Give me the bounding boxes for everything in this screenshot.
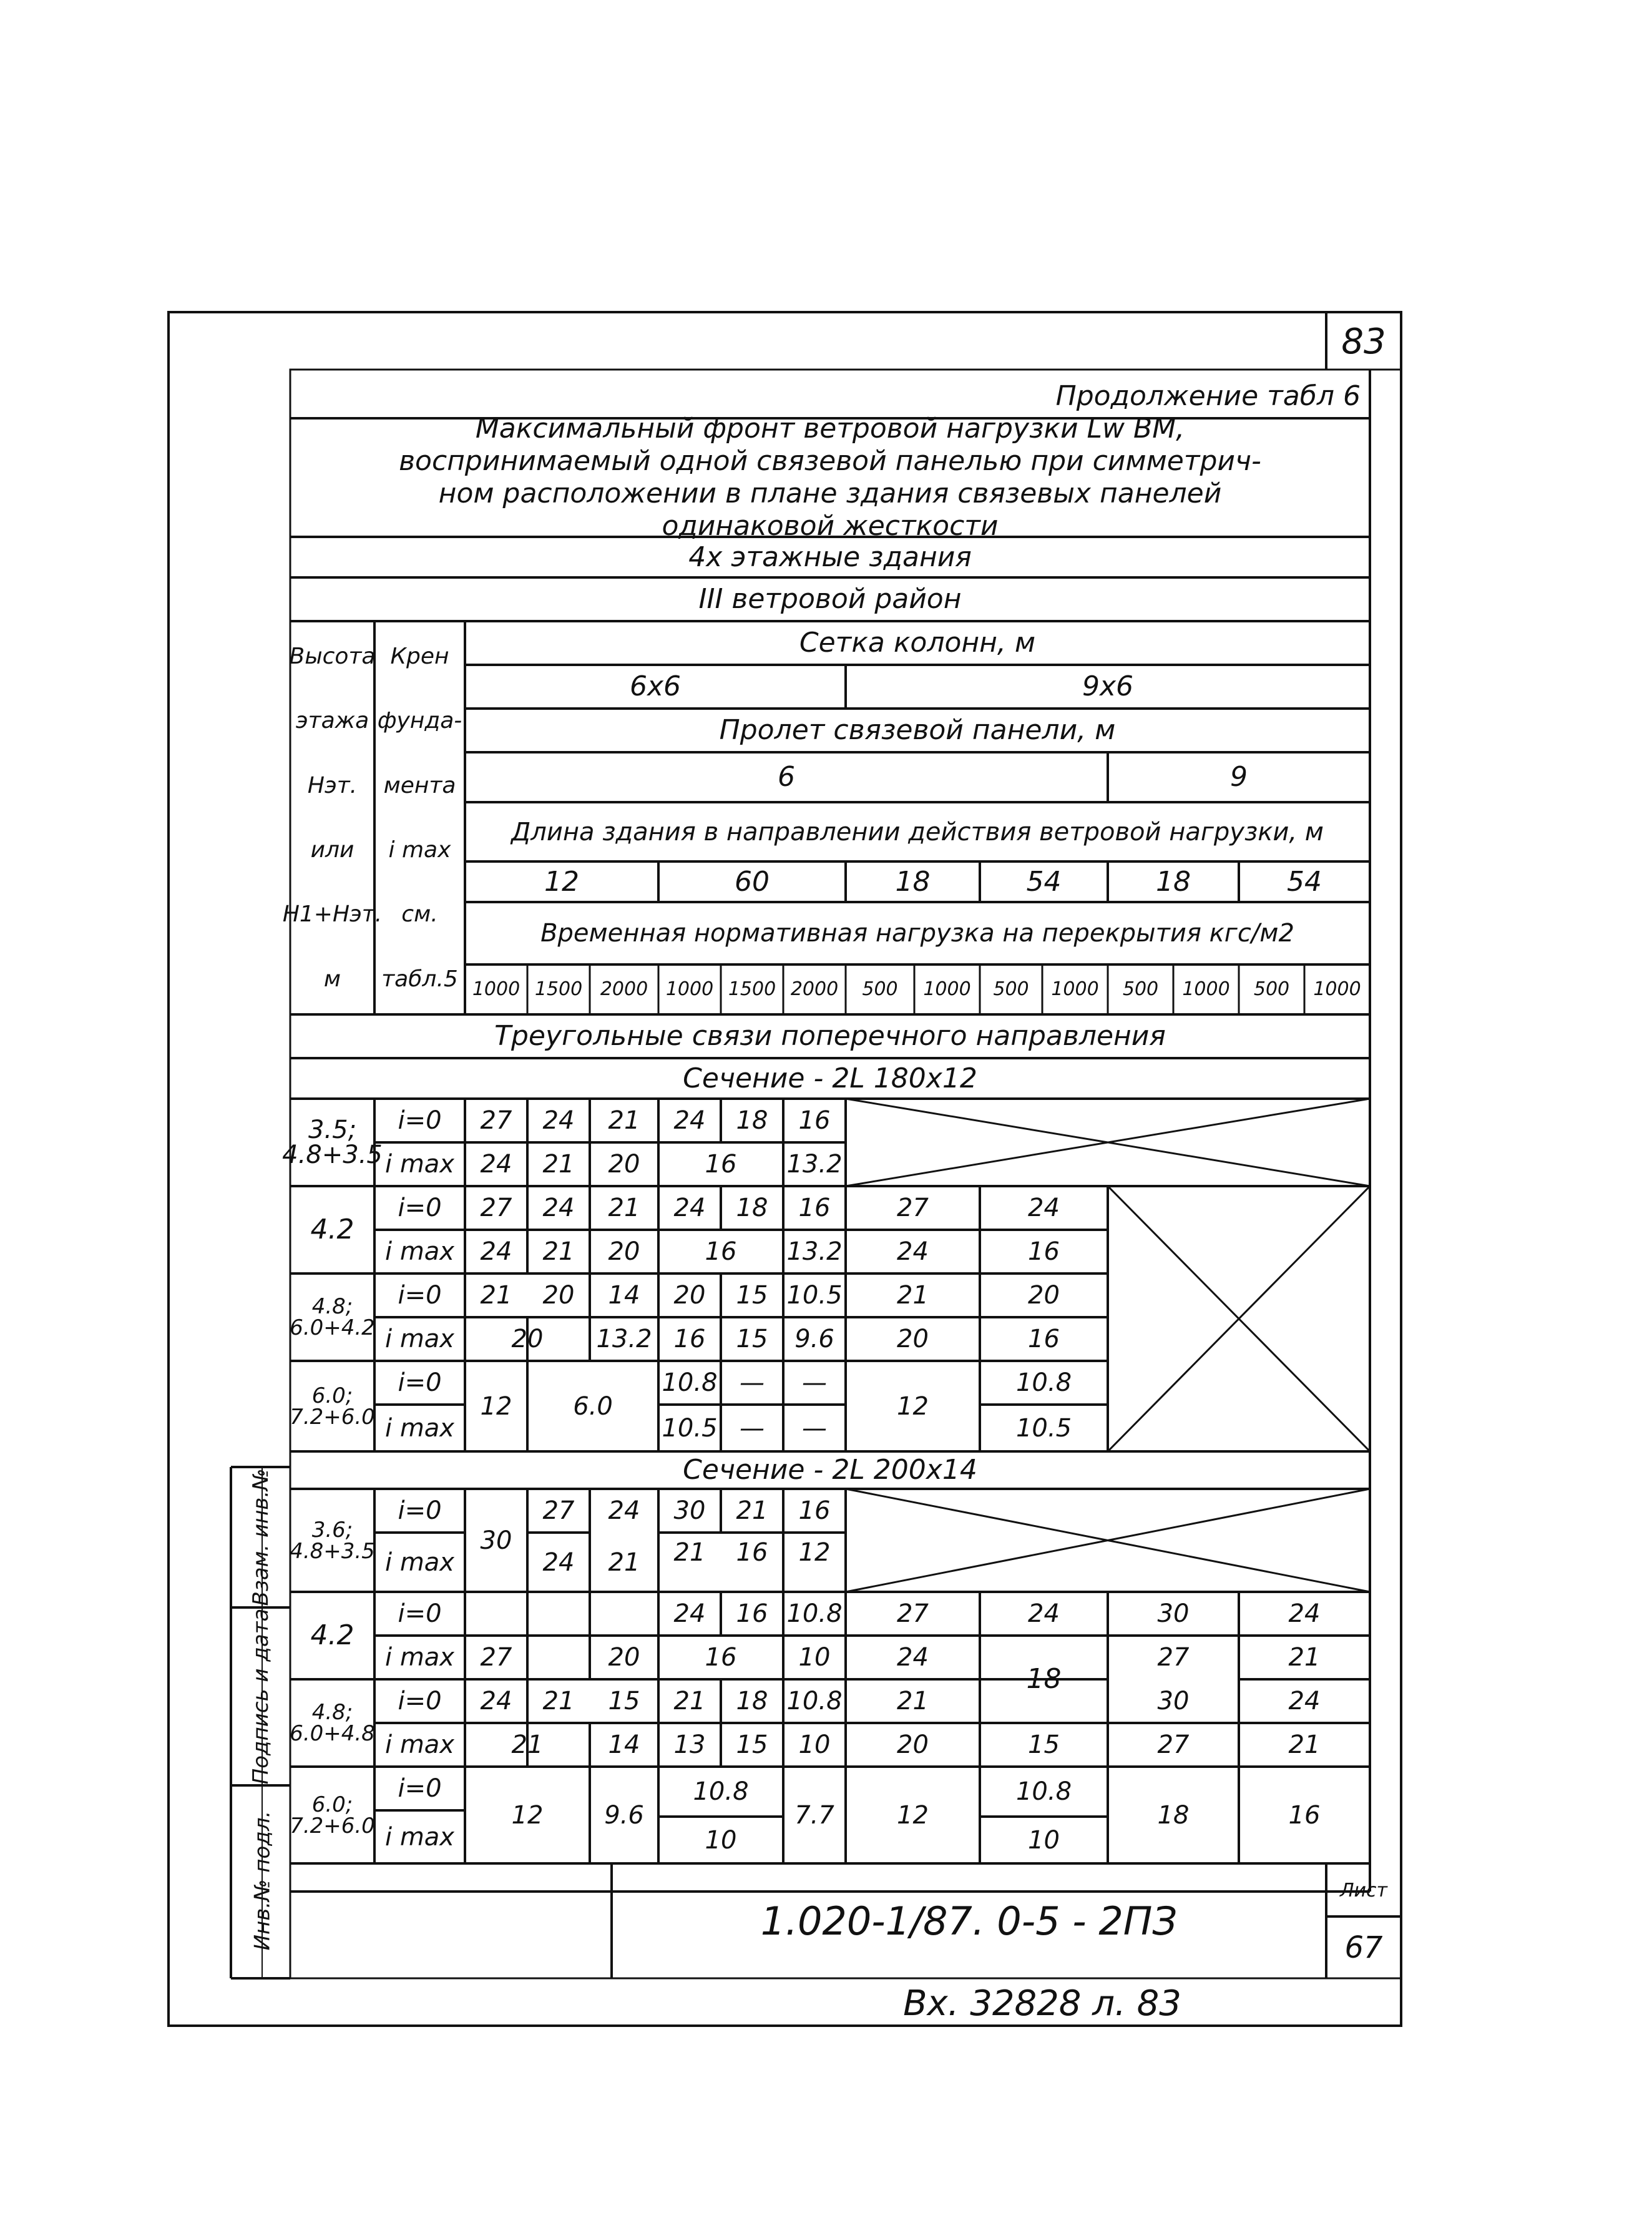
cell: i max	[385, 1237, 454, 1266]
cell: 15	[736, 1730, 768, 1759]
cell: i=0	[398, 1194, 442, 1222]
length-value: 54	[1287, 866, 1322, 898]
cell: 10.8	[693, 1777, 749, 1806]
cell: i max	[385, 1548, 454, 1577]
cell: 18	[736, 1194, 768, 1222]
title-line: ном расположении в плане здания связевых панелей	[438, 478, 1222, 509]
cell: —	[740, 1413, 765, 1443]
cell: 27	[1157, 1730, 1190, 1759]
load-value: 1000	[1182, 978, 1230, 1000]
cell: 21	[1288, 1730, 1321, 1759]
cell: i=0	[398, 1106, 442, 1135]
cell: 16	[798, 1496, 831, 1525]
cell: 27	[897, 1194, 929, 1222]
cell: 24	[542, 1548, 575, 1577]
cell: 20	[897, 1325, 929, 1353]
cell: 24	[897, 1237, 929, 1266]
cell: —	[740, 1368, 765, 1397]
cell: 10	[705, 1825, 737, 1855]
rigidity-header-line: Крен	[390, 644, 449, 670]
cell: 15	[608, 1687, 640, 1715]
cell: —	[802, 1368, 827, 1397]
load-value: 1000	[472, 978, 521, 1000]
cell: 10.5	[1015, 1413, 1072, 1443]
cell: 24	[673, 1599, 706, 1628]
cell: 24	[480, 1237, 512, 1266]
cell: i=0	[398, 1281, 442, 1310]
cell: 30	[480, 1526, 512, 1555]
rigidity-header-line: мента	[383, 772, 456, 798]
cell: 16	[705, 1237, 737, 1266]
row-height: 4.8; 6.0+4.2	[290, 1294, 375, 1340]
cell: 27	[897, 1599, 929, 1628]
cell: 18	[736, 1106, 768, 1135]
cell: i max	[385, 1643, 454, 1672]
cell: 21	[608, 1548, 640, 1577]
cell: 30	[1157, 1687, 1190, 1715]
cell: 10.5	[662, 1413, 718, 1443]
title-line: Максимальный фронт ветровой нагрузки Lw ВМ,	[475, 413, 1185, 444]
rigidity-header-line: см.	[401, 901, 438, 928]
cell: 10	[1028, 1825, 1060, 1855]
side-stamp-replaced-inventory: Взам. инв.№	[248, 1468, 273, 1606]
row-height: 6.0; 7.2+6.0	[290, 1792, 375, 1838]
cell: 7.7	[794, 1800, 834, 1830]
height-header-line: Н1+Нэт.	[282, 901, 383, 928]
cell: 27	[480, 1106, 512, 1135]
cell: i=0	[398, 1687, 442, 1715]
document-code: 1.020-1/87. 0-5 - 2ПЗ	[760, 1898, 1178, 1944]
cell: 13.2	[786, 1150, 843, 1179]
cell: 12	[897, 1800, 929, 1830]
cell: 16	[736, 1538, 768, 1567]
row-height: 4.8; 6.0+4.8	[290, 1700, 375, 1746]
cell: 24	[673, 1194, 706, 1222]
height-header-line: Высота	[289, 644, 376, 670]
length-value: 18	[1156, 866, 1191, 898]
length-value: 18	[895, 866, 931, 898]
length-value: 54	[1026, 866, 1062, 898]
cell: 12	[480, 1391, 512, 1421]
cell: 10.8	[1015, 1777, 1072, 1806]
height-column-header	[282, 624, 383, 1011]
cell: 12	[511, 1800, 544, 1830]
cell: 21	[542, 1237, 575, 1266]
load-value: 500	[1253, 978, 1290, 1000]
cell: 21	[608, 1194, 640, 1222]
title-line: одинаковой жесткости	[662, 510, 999, 542]
section-a-heading: Треугольные связи поперечного направления	[494, 1020, 1166, 1052]
cell: 30	[673, 1496, 706, 1525]
rigidity-header-line: фунда-	[377, 708, 462, 734]
cell: 20	[897, 1730, 929, 1759]
cell: 16	[705, 1150, 737, 1179]
row-height: 4.2	[310, 1214, 354, 1245]
cell: 24	[673, 1106, 706, 1135]
cell: 10.8	[786, 1687, 843, 1715]
load-value: 2000	[790, 978, 839, 1000]
cell: 18	[1157, 1800, 1190, 1830]
cell: 30	[1157, 1599, 1190, 1628]
cell: 21	[511, 1730, 544, 1759]
row-height: 3.6; 4.8+3.5	[290, 1517, 375, 1564]
table-title	[293, 413, 1367, 542]
cell: 20	[608, 1643, 640, 1672]
cell: 21	[897, 1687, 929, 1715]
rigidity-column-header	[374, 624, 465, 1011]
cell: 24	[1028, 1194, 1060, 1222]
cell: 10.8	[662, 1368, 718, 1397]
cell: 21	[480, 1281, 512, 1310]
cell: 15	[736, 1325, 768, 1353]
cell: i max	[385, 1325, 454, 1353]
cell: 24	[1028, 1599, 1060, 1628]
cell: 21	[542, 1687, 575, 1715]
load-value: 500	[862, 978, 898, 1000]
cell: 16	[673, 1325, 706, 1353]
cell: 16	[1288, 1800, 1321, 1830]
grid-6x6: 6х6	[629, 670, 682, 702]
cell: 12	[798, 1538, 831, 1567]
building-type: 4х этажные здания	[688, 541, 972, 573]
cell: 14	[608, 1730, 640, 1759]
span-9: 9	[1230, 761, 1248, 793]
cell: 10	[798, 1730, 831, 1759]
grid-header: Сетка колонн, м	[799, 627, 1036, 659]
cell: 9.6	[604, 1800, 644, 1830]
cell: 13.2	[786, 1237, 843, 1266]
cell: 16	[1028, 1325, 1060, 1353]
cell: 24	[480, 1150, 512, 1179]
load-value: 2000	[600, 978, 648, 1000]
cell: 18	[1026, 1663, 1062, 1695]
load-value: 500	[993, 978, 1029, 1000]
cell: 20	[608, 1237, 640, 1266]
cell: 24	[1288, 1599, 1321, 1628]
cell: 6.0	[573, 1391, 613, 1421]
registration-stamp: Вх. 32828 л. 83	[903, 1983, 1181, 2024]
row-height: 3.5; 4.8+3.5	[282, 1116, 383, 1169]
height-header-line: м	[323, 966, 341, 992]
length-value: 12	[544, 866, 579, 898]
load-value: 1000	[923, 978, 971, 1000]
load-value: 1000	[1051, 978, 1099, 1000]
grid-9x6: 9х6	[1082, 670, 1134, 702]
length-header: Длина здания в направлении действия ветровой нагрузки, м	[511, 817, 1324, 847]
row-height: 6.0; 7.2+6.0	[290, 1383, 375, 1430]
cell: 27	[480, 1194, 512, 1222]
cell: 15	[736, 1281, 768, 1310]
list-label: Лист	[1339, 1880, 1388, 1902]
cell: 10.8	[786, 1599, 843, 1628]
cell: 24	[542, 1106, 575, 1135]
cell: 27	[1157, 1643, 1190, 1672]
height-header-line: этажа	[295, 708, 369, 734]
section-b-subheading: Сечение - 2L 200х14	[683, 1454, 977, 1486]
cell: 24	[542, 1194, 575, 1222]
cell: i=0	[398, 1599, 442, 1628]
cell: 18	[736, 1687, 768, 1715]
load-value: 1000	[665, 978, 714, 1000]
cell: 20	[673, 1281, 706, 1310]
cell: 10	[798, 1643, 831, 1672]
load-header: Временная нормативная нагрузка на перекрытия кгс/м2	[540, 919, 1294, 948]
length-value: 60	[735, 866, 770, 898]
cell: i max	[385, 1150, 454, 1179]
cell: 21	[673, 1687, 706, 1715]
cell: 10.8	[1015, 1368, 1072, 1397]
rigidity-header-line: i max	[388, 837, 451, 863]
cell: 20	[1028, 1281, 1060, 1310]
side-stamp-signature-date: Подпись и дата	[248, 1608, 273, 1785]
section-a-subheading: Сечение - 2L 180х12	[683, 1062, 977, 1094]
cell: 13.2	[596, 1325, 652, 1353]
cell: 20	[511, 1325, 544, 1353]
rigidity-header-line: табл.5	[381, 966, 458, 992]
cell: 20	[542, 1281, 575, 1310]
load-value: 1500	[728, 978, 776, 1000]
load-value: 500	[1122, 978, 1159, 1000]
cell: 21	[608, 1106, 640, 1135]
cell: 20	[608, 1150, 640, 1179]
cell: 21	[673, 1538, 706, 1567]
span-6: 6	[778, 761, 795, 793]
cell: 15	[1028, 1730, 1060, 1759]
continuation-label: Продолжение табл 6	[1055, 380, 1361, 412]
cell: 24	[608, 1496, 640, 1525]
cell: 13	[673, 1730, 706, 1759]
load-value: 1000	[1313, 978, 1361, 1000]
cell: 27	[480, 1643, 512, 1672]
title-line: воспринимаемый одной связевой панелью при симметрич-	[399, 445, 1261, 477]
sheet-number: 83	[1341, 321, 1386, 362]
cell: 24	[897, 1643, 929, 1672]
cell: 16	[798, 1106, 831, 1135]
cell: 16	[1028, 1237, 1060, 1266]
cell: i max	[385, 1822, 454, 1852]
wind-region: III ветровой район	[698, 583, 962, 615]
cell: 16	[736, 1599, 768, 1628]
list-number: 67	[1344, 1930, 1383, 1965]
height-header-line: Нэт.	[307, 772, 358, 798]
height-header-line: или	[310, 837, 354, 863]
cell: 12	[897, 1391, 929, 1421]
cell: 24	[1288, 1687, 1321, 1715]
cell: 27	[542, 1496, 575, 1525]
cell: 21	[736, 1496, 768, 1525]
cell: 16	[798, 1194, 831, 1222]
cell: 24	[480, 1687, 512, 1715]
cell: 21	[1288, 1643, 1321, 1672]
side-stamp-inventory-original: Инв.№ подл.	[250, 1810, 275, 1951]
cell: 10.5	[786, 1281, 843, 1310]
load-value: 1500	[534, 978, 583, 1000]
cell: 21	[542, 1150, 575, 1179]
cell: i=0	[398, 1774, 442, 1803]
row-height: 4.2	[310, 1619, 354, 1651]
cell: i=0	[398, 1368, 442, 1397]
cell: 14	[608, 1281, 640, 1310]
cell: 21	[897, 1281, 929, 1310]
cell: i max	[385, 1730, 454, 1759]
cell: i max	[385, 1413, 454, 1443]
span-header: Пролет связевой панели, м	[719, 714, 1116, 746]
cell: —	[802, 1413, 827, 1443]
cell: i=0	[398, 1496, 442, 1525]
cell: 9.6	[794, 1325, 834, 1353]
cell: 16	[705, 1643, 737, 1672]
